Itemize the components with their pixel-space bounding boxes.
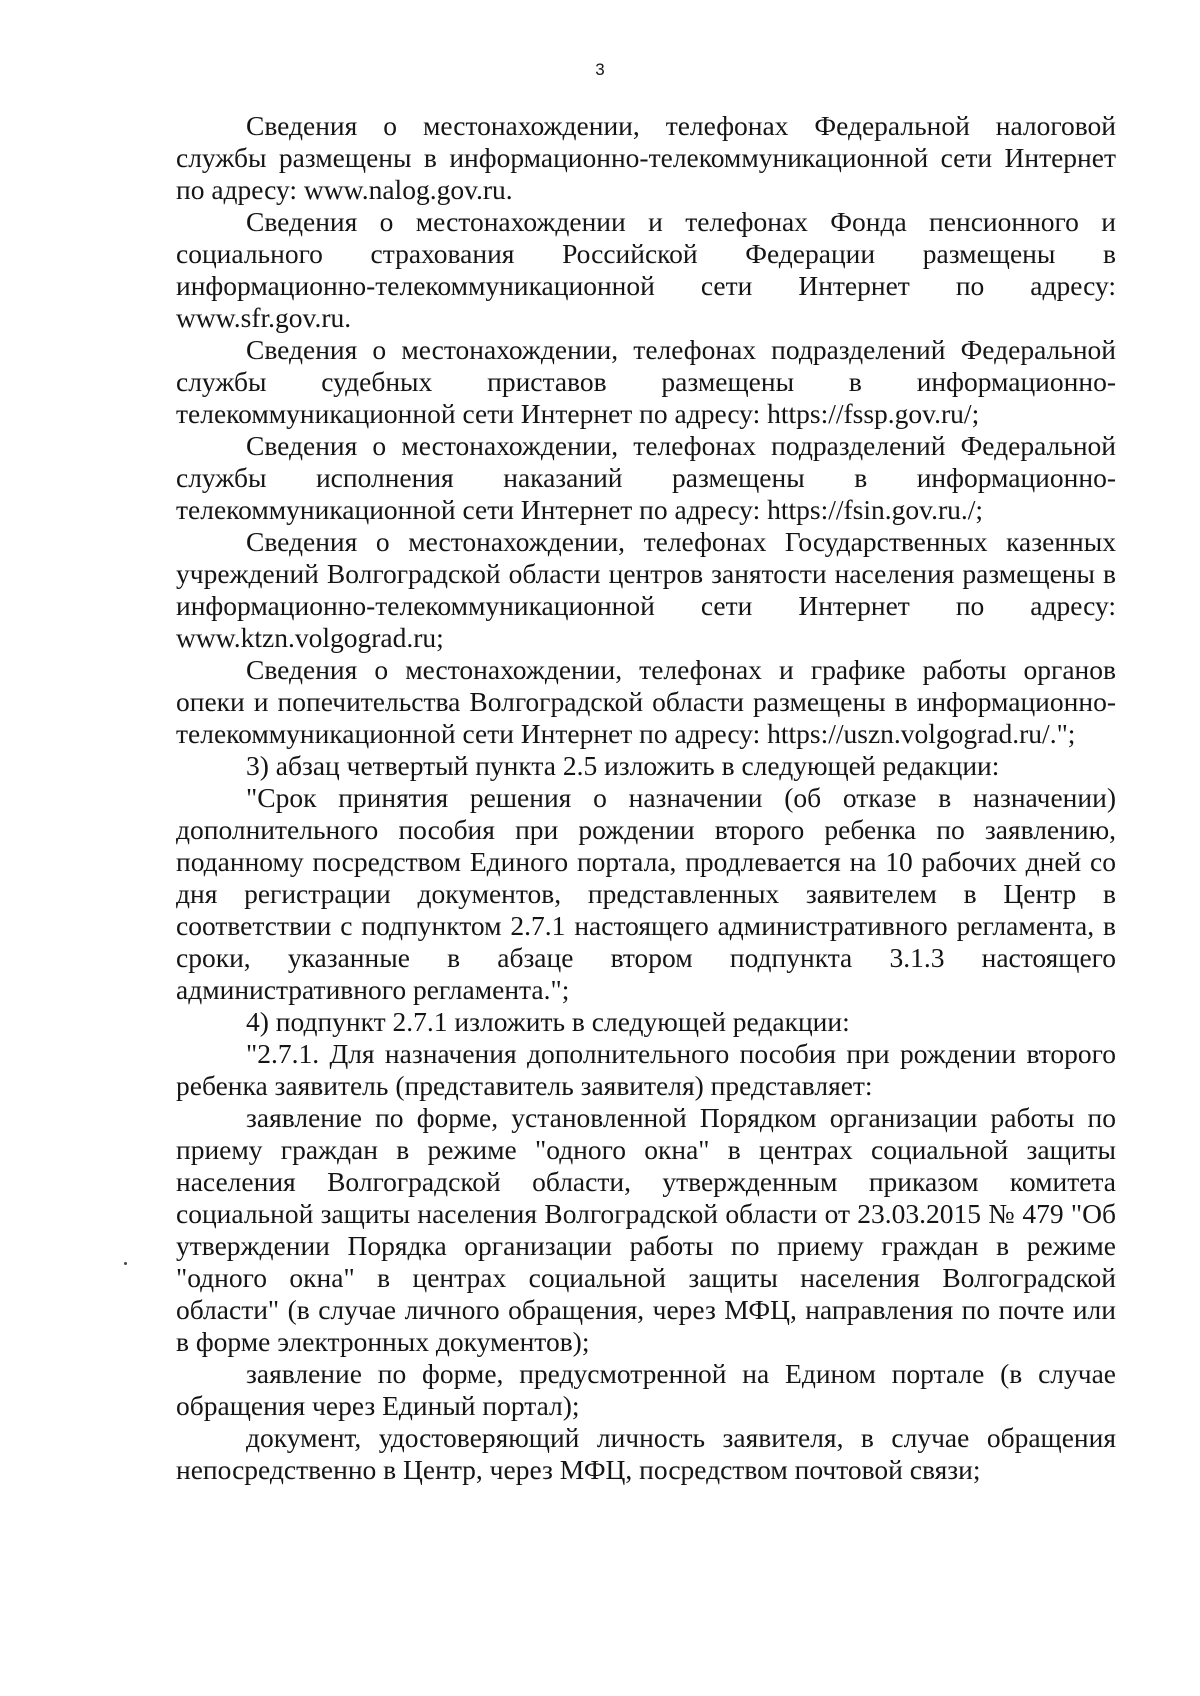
document-body [176, 110, 1116, 1486]
paragraph-bailiff-service: Сведения о местонахождении, телефонах подразделений Федеральной службы судебных приставов размещены в информационно-телекоммуникационной сети Интернет по адресу: https://fssp.gov.ru/; [176, 334, 1116, 429]
paragraph-pension-fund: Сведения о местонахождении и телефонах Фонда пенсионного и социального страхования Российской Федерации размещены в информационно-телекоммуникационной сети Интернет по адресу: www.sfr.gov.ru. [176, 206, 1116, 333]
paragraph-penal-service: Сведения о местонахождении, телефонах подразделений Федеральной службы исполнения наказаний размещены в информационно-телекоммуникационной сети Интернет по адресу: https://fsin.gov.ru./; [176, 430, 1116, 525]
paragraph-nalog-service: Сведения о местонахождении, телефонах Федеральной налоговой службы размещены в информационно-телекоммуникационной сети Интернет по адресу: www.nalog.gov.ru. [176, 110, 1116, 205]
paragraph-amendment-4: 4) подпункт 2.7.1 изложить в следующей редакции: [246, 1006, 850, 1037]
paragraph-amendment-3: 3) абзац четвертый пункта 2.5 изложить в следующей редакции: [246, 750, 1000, 781]
page-number: 3 [595, 60, 605, 79]
paragraph-employment-centers: Сведения о местонахождении, телефонах Государственных казенных учреждений Волгоградской области центров занятости населения размещены в информационно-телекоммуникационной сети Интернет по адресу: www.ktzn.volgograd.ru; [176, 526, 1116, 653]
paragraph-guardianship-bodies: Сведения о местонахождении, телефонах и графике работы органов опеки и попечительства Волгоградской области размещены в информационно-телекоммуникационной сети Интернет по адресу: https://uszn.volgograd.ru/."; [176, 654, 1116, 749]
paragraph-decision-term: "Срок принятия решения о назначении (об отказе в назначении) дополнительного пособия при рождении второго ребенка по заявлению, поданному посредством Единого портала, продлевается на 10 рабочих дней со дня регистрации документов, представленных заявителем в Центр в соответствии с подпунктом 2.7.1 настоящего административного регламента, в сроки, указанные в абзаце втором подпункта 3.1.3 настоящего административного регламента."; [176, 782, 1116, 1005]
paragraph-application-form: заявление по форме, установленной Порядком организации работы по приему граждан в режиме "одного окна" в центрах социальной защиты населения Волгоградской области, утвержденным приказом комитета социальной защиты населения Волгоградской области от 23.03.2015 № 479 "Об утверждении Порядка организации работы по приему граждан в режиме "одного окна" в центрах социальной защиты населения Волгоградской области" (в случае личного обращения, через МФЦ, направления по почте или в форме электронных документов); [176, 1102, 1116, 1357]
paragraph-subclause-2-7-1: "2.7.1. Для назначения дополнительного пособия при рождении второго ребенка заявитель (представитель заявителя) представляет: [176, 1038, 1116, 1101]
paragraph-portal-application: заявление по форме, предусмотренной на Едином портале (в случае обращения через Единый портал); [176, 1358, 1116, 1421]
scan-speck [124, 1262, 127, 1265]
paragraph-identity-document: документ, удостоверяющий личность заявителя, в случае обращения непосредственно в Центр, через МФЦ, посредством почтовой связи; [176, 1422, 1116, 1485]
